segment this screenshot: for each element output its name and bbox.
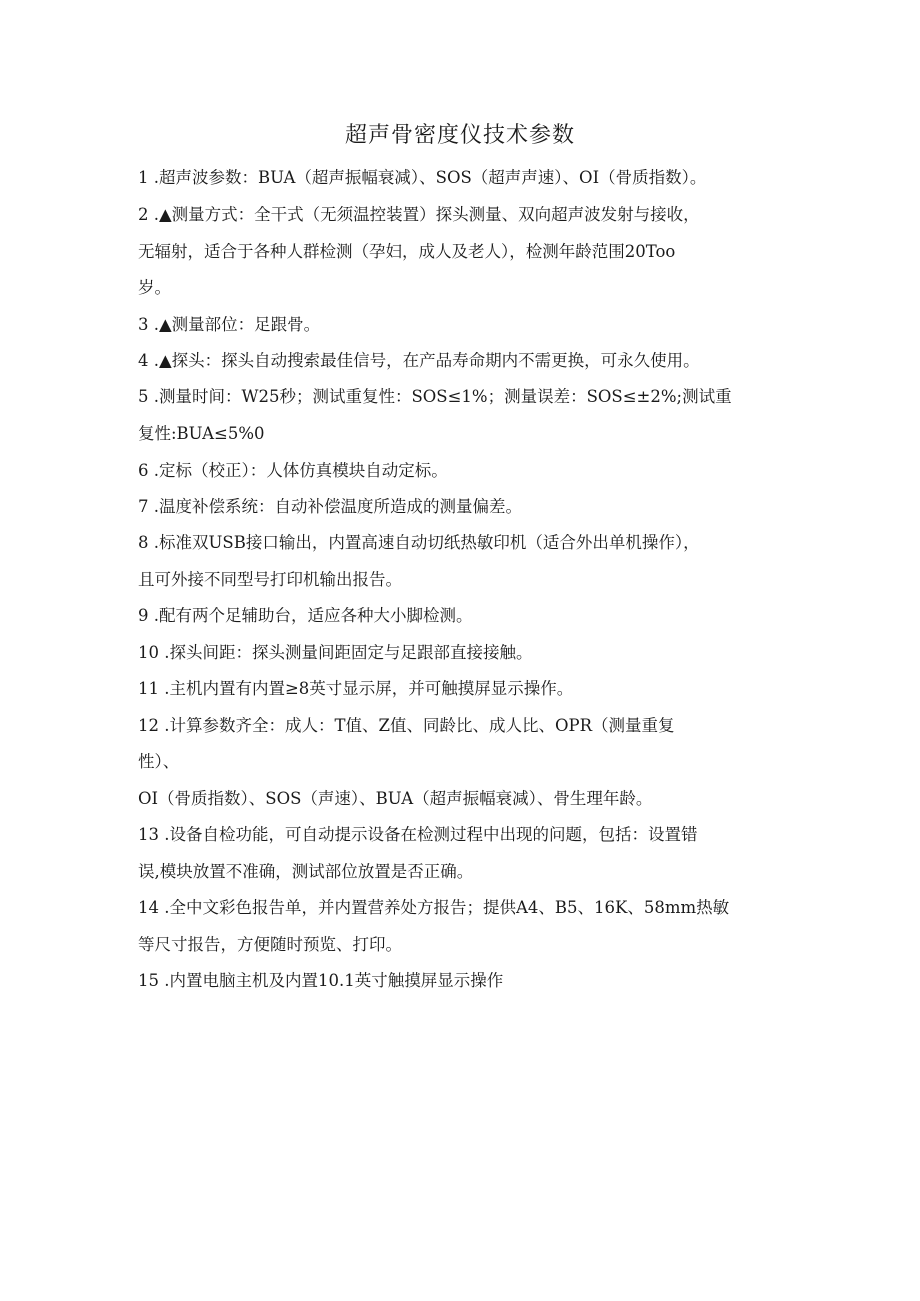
spec-line: 10 .探头间距：探头测量间距固定与足跟部直接接触。 bbox=[138, 643, 533, 662]
spec-line: 岁。 bbox=[138, 278, 171, 297]
spec-line: 12 .计算参数齐全：成人：T值、Z值、同龄比、成人比、OPR（测量重复 bbox=[138, 716, 675, 735]
spec-line: 15 .内置电脑主机及内置10.1英寸触摸屏显示操作 bbox=[138, 971, 504, 990]
spec-line: 7 .温度补偿系统：自动补偿温度所造成的测量偏差。 bbox=[138, 497, 522, 516]
spec-line: 6 .定标（校正）：人体仿真模块自动定标。 bbox=[138, 461, 448, 480]
spec-line: 1 .超声波参数：BUA（超声振幅衰减）、SOS（超声声速）、OI（骨质指数）。 bbox=[138, 168, 707, 187]
spec-line: 复性:BUA≤5%0 bbox=[138, 424, 265, 443]
spec-line: 8 .标准双USB接口输出，内置高速自动切纸热敏印机（适合外出单机操作）， bbox=[138, 533, 700, 552]
spec-line: 3 .▲测量部位：足跟骨。 bbox=[138, 315, 321, 334]
spec-line: 等尺寸报告，方便随时预览、打印。 bbox=[138, 935, 402, 954]
spec-line: 性）、 bbox=[138, 752, 180, 771]
spec-line: 无辐射，适合于各种人群检测（孕妇，成人及老人），检测年龄范围20Too bbox=[138, 242, 676, 261]
spec-line: 9 .配有两个足辅助台，适应各种大小脚检测。 bbox=[138, 606, 473, 625]
spec-line: 且可外接不同型号打印机输出报告。 bbox=[138, 570, 402, 589]
spec-line: 4 .▲探头：探头自动搜索最佳信号，在产品寿命期内不需更换，可永久使用。 bbox=[138, 351, 700, 370]
spec-line: 5 .测量时间：W25秒；测试重复性：SOS≤1%；测量误差：SOS≤±2%;测试重 bbox=[138, 387, 732, 406]
document-title: 超声骨密度仪技术参数 bbox=[344, 123, 575, 148]
spec-line: 2 .▲测量方式：全干式（无须温控装置）探头测量、双向超声波发射与接收， bbox=[138, 205, 700, 224]
spec-line: OI（骨质指数）、SOS（声速）、BUA（超声振幅衰减）、骨生理年龄。 bbox=[138, 789, 653, 808]
spec-line: 14 .全中文彩色报告单，并内置营养处方报告；提供A4、B5、16K、58mm热敏 bbox=[138, 898, 730, 917]
spec-line: 13 .设备自检功能，可自动提示设备在检测过程中出现的问题，包括：设置错 bbox=[138, 825, 698, 844]
spec-line: 11 .主机内置有内置≥8英寸显示屏，并可触摸屏显示操作。 bbox=[138, 679, 574, 698]
spec-line: 误,模块放置不准确，测试部位放置是否正确。 bbox=[138, 862, 474, 881]
